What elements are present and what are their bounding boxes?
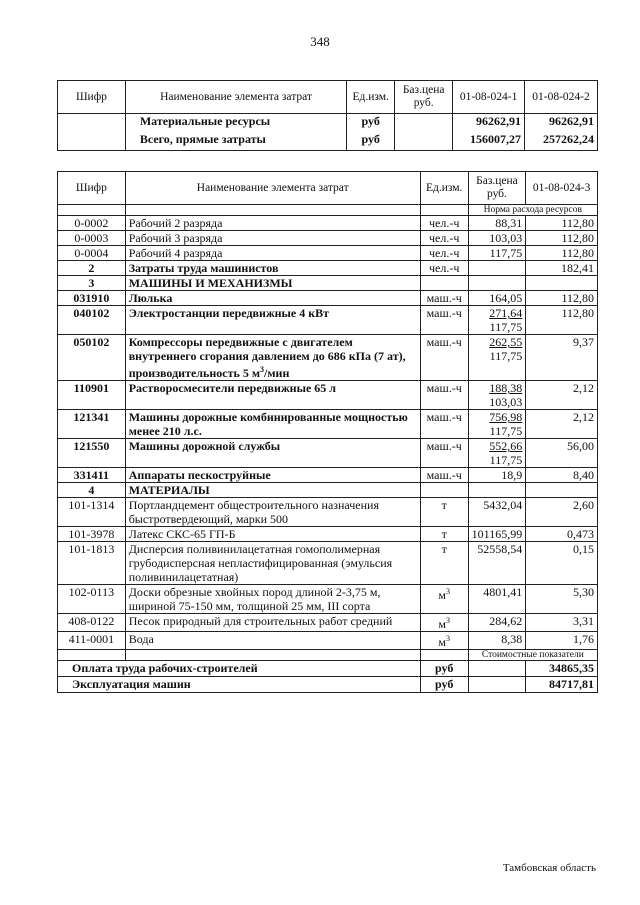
row-price-main: 101165,99 bbox=[471, 527, 523, 541]
row-value: 56,00 bbox=[526, 439, 598, 468]
row-unit bbox=[420, 261, 468, 276]
row-value bbox=[526, 483, 598, 498]
row-code: 040102 bbox=[58, 306, 126, 335]
row-name-text: Люлька bbox=[128, 291, 173, 305]
row-unit bbox=[420, 585, 468, 614]
row-unit-text: чел.-ч bbox=[428, 216, 460, 230]
row-name-tail: /мин bbox=[264, 366, 290, 380]
header-col-1: 01-08-024-1 bbox=[453, 81, 525, 114]
row-name bbox=[125, 632, 420, 650]
row-price-main: 18,9 bbox=[501, 468, 523, 482]
row-unit bbox=[420, 291, 468, 306]
row-name bbox=[125, 246, 420, 261]
row-price-secondary: 117,75 bbox=[489, 453, 523, 467]
row-price bbox=[468, 527, 526, 542]
row-unit-text: маш.-ч bbox=[426, 381, 462, 395]
row-name-sup: 3 bbox=[260, 365, 265, 374]
row-unit-sup: 3 bbox=[445, 634, 450, 643]
row-code: 031910 bbox=[58, 291, 126, 306]
row-unit bbox=[420, 527, 468, 542]
row-name bbox=[125, 216, 420, 231]
row-price bbox=[468, 276, 526, 291]
row-name bbox=[125, 306, 420, 335]
header-code: Шифр bbox=[58, 81, 126, 114]
row-price-secondary: 103,03 bbox=[489, 395, 523, 409]
row-unit-text: маш.-ч bbox=[426, 291, 462, 305]
row-code: 408-0122 bbox=[58, 614, 126, 632]
row-unit bbox=[420, 246, 468, 261]
row-value: 0,15 bbox=[526, 542, 598, 585]
row-unit-text: м bbox=[438, 588, 446, 602]
row-name bbox=[125, 276, 420, 291]
row-price bbox=[468, 335, 526, 381]
resources-table bbox=[57, 171, 598, 693]
row-code: 3 bbox=[58, 276, 126, 291]
row-price bbox=[468, 261, 526, 276]
totals-rows bbox=[58, 661, 598, 693]
row-unit-text: маш.-ч bbox=[426, 439, 462, 453]
row-value: 9,37 bbox=[526, 335, 598, 381]
summary-table bbox=[57, 80, 598, 151]
row-name bbox=[125, 381, 420, 410]
total-value: 84717,81 bbox=[526, 677, 598, 693]
row-name bbox=[125, 231, 420, 246]
row-value: 0,473 bbox=[526, 527, 598, 542]
row-unit bbox=[420, 216, 468, 231]
row-unit-text: маш.-ч bbox=[426, 306, 462, 320]
row-code: 2 bbox=[58, 261, 126, 276]
row-name bbox=[125, 527, 420, 542]
row-value: 8,40 bbox=[526, 468, 598, 483]
total-name: Эксплуатация машин bbox=[58, 677, 421, 693]
row-name bbox=[125, 468, 420, 483]
cost-caption: Стоимостные показатели bbox=[468, 650, 597, 661]
row-name bbox=[125, 542, 420, 585]
row-price-main: 164,05 bbox=[489, 291, 523, 305]
row-code: 411-0001 bbox=[58, 632, 126, 650]
norm-caption: Норма расхода ресурсов bbox=[468, 205, 597, 216]
row-value: 182,41 bbox=[526, 261, 598, 276]
row-price-main: 117,75 bbox=[489, 246, 523, 260]
row-price bbox=[468, 542, 526, 585]
row-price-secondary: 117,75 bbox=[489, 424, 523, 438]
row-code: 0-0004 bbox=[58, 246, 126, 261]
total-row bbox=[58, 677, 598, 693]
table-row: Всего, прямые затраты руб 156007,27 257262,24 bbox=[58, 132, 598, 151]
resource-rows bbox=[58, 216, 598, 650]
row-value: 112,80 bbox=[526, 216, 598, 231]
row-price-secondary: 117,75 bbox=[489, 349, 523, 363]
row-price bbox=[468, 216, 526, 231]
row-price-main: 271,64 bbox=[489, 306, 523, 320]
row-name-text: Аппараты пескоструйные bbox=[128, 468, 271, 482]
row-unit-text: т bbox=[441, 498, 447, 512]
row-value: 112,80 bbox=[526, 231, 598, 246]
row-price-main: 52558,54 bbox=[477, 542, 523, 556]
row-unit bbox=[420, 306, 468, 335]
row-price bbox=[468, 381, 526, 410]
row-code: 331411 bbox=[58, 468, 126, 483]
row-name bbox=[125, 483, 420, 498]
table-row bbox=[58, 632, 598, 650]
table-row bbox=[58, 381, 598, 410]
header-unit: Ед.изм. bbox=[420, 172, 468, 205]
row-unit-sup: 3 bbox=[445, 587, 450, 596]
row-unit bbox=[420, 410, 468, 439]
table-row bbox=[58, 276, 598, 291]
row-value: 5,30 bbox=[526, 585, 598, 614]
total-name: Оплата труда рабочих-строителей bbox=[58, 661, 421, 677]
row-unit bbox=[420, 439, 468, 468]
row-value: 2,12 bbox=[526, 410, 598, 439]
table-row bbox=[58, 483, 598, 498]
total-value: 34865,35 bbox=[526, 661, 598, 677]
row-unit bbox=[420, 483, 468, 498]
header-name: Наименование элемента затрат bbox=[125, 172, 420, 205]
row-unit-text: т bbox=[441, 542, 447, 556]
table-row bbox=[58, 439, 598, 468]
row-price-main: 4801,41 bbox=[483, 585, 523, 599]
row-unit bbox=[420, 381, 468, 410]
row-price bbox=[468, 585, 526, 614]
row-code: 121341 bbox=[58, 410, 126, 439]
header-price: Баз.цена руб. bbox=[468, 172, 526, 205]
row-value: 3,31 bbox=[526, 614, 598, 632]
table-row bbox=[58, 498, 598, 527]
row-name-text: Машины дорожной службы bbox=[128, 439, 281, 453]
row-unit bbox=[420, 335, 468, 381]
row-code: 4 bbox=[58, 483, 126, 498]
row-price bbox=[468, 468, 526, 483]
row-value: 112,80 bbox=[526, 306, 598, 335]
row-price bbox=[468, 632, 526, 650]
table-row bbox=[58, 542, 598, 585]
row-name bbox=[125, 614, 420, 632]
header-price: Баз.цена руб. bbox=[395, 81, 453, 114]
row-name-text: Растворосмесители передвижные 65 л bbox=[128, 381, 336, 395]
row-value: 1,76 bbox=[526, 632, 598, 650]
row-name bbox=[125, 335, 420, 381]
table-row bbox=[58, 585, 598, 614]
row-price bbox=[468, 498, 526, 527]
row-unit bbox=[420, 542, 468, 585]
row-name-text: Компрессоры передвижные с двигателем внутреннего сгорания давлением до 686 кПа (7 ат), производительность 5 м bbox=[128, 335, 406, 380]
row-name-text: МАШИНЫ И МЕХАНИЗМЫ bbox=[128, 276, 293, 290]
header-col-2: 01-08-024-2 bbox=[525, 81, 598, 114]
row-unit bbox=[420, 632, 468, 650]
row-value: 112,80 bbox=[526, 291, 598, 306]
row-unit-text: маш.-ч bbox=[426, 468, 462, 482]
row-price-main: 88,31 bbox=[495, 216, 523, 230]
row-name bbox=[125, 410, 420, 439]
row-price-main: 103,03 bbox=[489, 231, 523, 245]
row-name bbox=[125, 498, 420, 527]
row-price bbox=[468, 614, 526, 632]
row-code: 0-0003 bbox=[58, 231, 126, 246]
row-unit bbox=[420, 498, 468, 527]
row-unit-sup: 3 bbox=[445, 616, 450, 625]
table-row bbox=[58, 527, 598, 542]
row-price-main: 5432,04 bbox=[483, 498, 523, 512]
row-price bbox=[468, 291, 526, 306]
header-col-3: 01-08-024-3 bbox=[526, 172, 598, 205]
table-row bbox=[58, 335, 598, 381]
table-row bbox=[58, 216, 598, 231]
row-price-main: 284,62 bbox=[489, 614, 523, 628]
row-unit-text: м bbox=[438, 617, 446, 631]
row-unit-text: маш.-ч bbox=[426, 335, 462, 349]
header-code: Шифр bbox=[58, 172, 126, 205]
row-price-main: 188,38 bbox=[489, 381, 523, 395]
row-name-text: Машины дорожные комбинированные мощностью менее 210 л.с. bbox=[128, 410, 408, 438]
row-name bbox=[125, 585, 420, 614]
row-price-main: 8,38 bbox=[501, 632, 523, 646]
row-unit-text: м bbox=[438, 635, 446, 649]
row-price-main: 552,66 bbox=[489, 439, 523, 453]
row-price bbox=[468, 483, 526, 498]
row-name-text: Латекс СКС-65 ГП-Б bbox=[128, 527, 236, 541]
total-unit: руб bbox=[420, 661, 468, 677]
row-price-secondary: 117,75 bbox=[489, 320, 523, 334]
page-number: 348 bbox=[310, 34, 330, 49]
row-value: 2,60 bbox=[526, 498, 598, 527]
row-price bbox=[468, 410, 526, 439]
total-unit: руб bbox=[420, 677, 468, 693]
row-name-text: Дисперсия поливинилацетатная гомополимерная грубодисперсная непластифицированная (эмульсия поливинилацетатная) bbox=[128, 542, 393, 584]
row-code: 050102 bbox=[58, 335, 126, 381]
total-row bbox=[58, 661, 598, 677]
row-value: 2,12 bbox=[526, 381, 598, 410]
table-row bbox=[58, 246, 598, 261]
row-code: 0-0002 bbox=[58, 216, 126, 231]
row-name bbox=[125, 291, 420, 306]
row-code: 110901 bbox=[58, 381, 126, 410]
row-name-text: Рабочий 4 разряда bbox=[128, 246, 223, 260]
row-unit bbox=[420, 231, 468, 246]
row-unit-text: чел.-ч bbox=[428, 231, 460, 245]
row-price bbox=[468, 439, 526, 468]
row-price bbox=[468, 231, 526, 246]
row-name bbox=[125, 261, 420, 276]
row-code: 101-1314 bbox=[58, 498, 126, 527]
row-price-main: 262,55 bbox=[489, 335, 523, 349]
row-unit bbox=[420, 276, 468, 291]
row-name-text: Рабочий 2 разряда bbox=[128, 216, 223, 230]
table-row bbox=[58, 231, 598, 246]
row-name-text: МАТЕРИАЛЫ bbox=[128, 483, 210, 497]
row-name-text: Затраты труда машинистов bbox=[128, 261, 279, 275]
row-unit bbox=[420, 614, 468, 632]
row-name-text: Песок природный для строительных работ средний bbox=[128, 614, 393, 628]
header-name: Наименование элемента затрат bbox=[125, 81, 346, 114]
row-code: 101-1813 bbox=[58, 542, 126, 585]
footer-region: Тамбовская область bbox=[502, 862, 596, 874]
row-code: 121550 bbox=[58, 439, 126, 468]
row-unit-text: чел.-ч bbox=[428, 246, 460, 260]
row-value bbox=[526, 276, 598, 291]
row-name-text: Электростанции передвижные 4 кВт bbox=[128, 306, 330, 320]
table-row bbox=[58, 261, 598, 276]
row-name-text: Рабочий 3 разряда bbox=[128, 231, 223, 245]
row-code: 101-3978 bbox=[58, 527, 126, 542]
row-name-text: Вода bbox=[128, 632, 154, 646]
row-price-main: 756,98 bbox=[489, 410, 523, 424]
table-row bbox=[58, 291, 598, 306]
row-unit-text: маш.-ч bbox=[426, 410, 462, 424]
table-row bbox=[58, 614, 598, 632]
row-name bbox=[125, 439, 420, 468]
header-unit: Ед.изм. bbox=[347, 81, 395, 114]
row-price bbox=[468, 306, 526, 335]
row-unit bbox=[420, 468, 468, 483]
row-unit-text: чел.-ч bbox=[428, 261, 460, 275]
row-name-text: Портландцемент общестроительного назначения быстротвердеющий, марки 500 bbox=[128, 498, 379, 526]
table-row: Материальные ресурсы руб 96262,91 96262,91 bbox=[58, 114, 598, 133]
row-name-text: Доски обрезные хвойных пород длиной 2-3,75 м, шириной 75-150 мм, толщиной 25 мм, III сорта bbox=[128, 585, 381, 613]
table-row bbox=[58, 410, 598, 439]
row-unit-text: т bbox=[441, 527, 447, 541]
row-value: 112,80 bbox=[526, 246, 598, 261]
table-row bbox=[58, 468, 598, 483]
row-code: 102-0113 bbox=[58, 585, 126, 614]
table-row bbox=[58, 306, 598, 335]
row-price bbox=[468, 246, 526, 261]
